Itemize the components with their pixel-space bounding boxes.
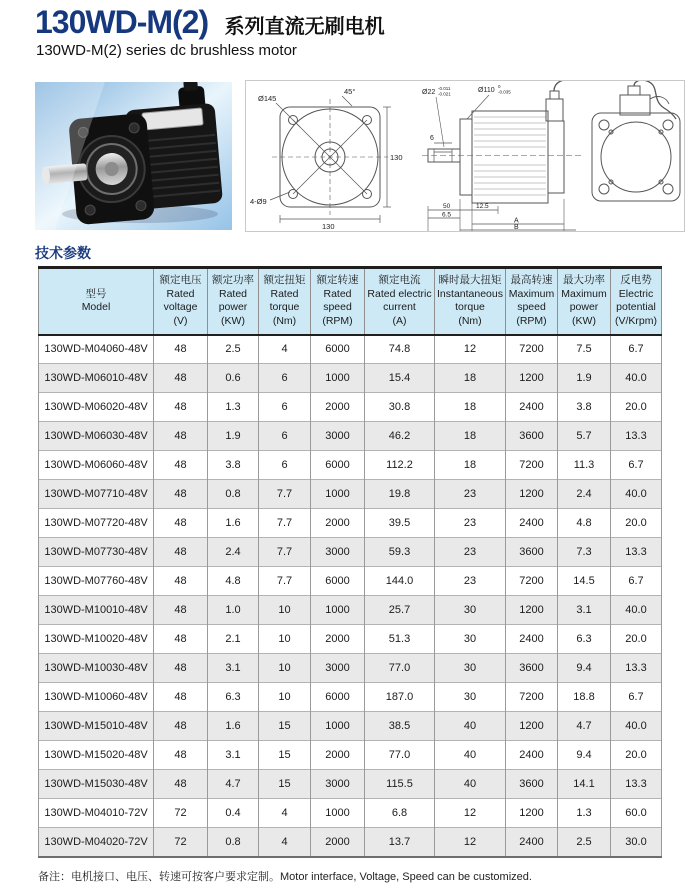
table-row — [39, 451, 662, 480]
value-cell: 4.7 — [208, 770, 259, 799]
value-cell: 1.9 — [558, 364, 611, 393]
value-cell: 59.3 — [365, 538, 435, 567]
section-title-technical-parameters: 技术参数 — [35, 245, 91, 261]
value-cell: 2.5 — [558, 828, 611, 857]
dim-label-pilot-tol-bottom: -0.035 — [498, 89, 511, 95]
value-cell: 1000 — [311, 596, 365, 625]
product-photo — [35, 82, 232, 230]
value-cell: 18.8 — [558, 683, 611, 712]
value-cell: 40.0 — [611, 364, 662, 393]
model-cell: 130WD-M10030-48V — [39, 654, 154, 683]
value-cell: 25.7 — [365, 596, 435, 625]
value-cell: 2000 — [311, 393, 365, 422]
value-cell: 19.8 — [365, 480, 435, 509]
value-cell: 48 — [154, 538, 208, 567]
value-cell: 10 — [259, 625, 311, 654]
series-title-chinese: 系列直流无刷电机 — [224, 16, 385, 38]
value-cell: 3600 — [506, 770, 558, 799]
value-cell: 48 — [154, 509, 208, 538]
value-cell: 1200 — [506, 480, 558, 509]
model-cell: 130WD-M06030-48V — [39, 422, 154, 451]
model-cell: 130WD-M04010-72V — [39, 799, 154, 828]
dim-label-pilot-length: 12.5 — [476, 203, 489, 210]
value-cell: 1200 — [506, 799, 558, 828]
value-cell: 10 — [259, 654, 311, 683]
value-cell: 4 — [259, 799, 311, 828]
series-subtitle-english: 130WD-M(2) series dc brushless motor — [36, 42, 297, 59]
value-cell: 20.0 — [611, 393, 662, 422]
value-cell: 3000 — [311, 654, 365, 683]
column-header: 额定电流 Rated electric current (A) — [365, 268, 435, 335]
value-cell: 4.8 — [208, 567, 259, 596]
table-row — [39, 741, 662, 770]
value-cell: 48 — [154, 422, 208, 451]
model-cell: 130WD-M07710-48V — [39, 480, 154, 509]
value-cell: 1.3 — [558, 799, 611, 828]
value-cell: 46.2 — [365, 422, 435, 451]
value-cell: 20.0 — [611, 625, 662, 654]
value-cell: 6000 — [311, 683, 365, 712]
value-cell: 10 — [259, 683, 311, 712]
dimension-drawing — [246, 81, 684, 231]
value-cell: 2.1 — [208, 625, 259, 654]
value-cell: 7.5 — [558, 335, 611, 364]
table-row — [39, 625, 662, 654]
value-cell: 7.7 — [259, 567, 311, 596]
model-cell: 130WD-M10010-48V — [39, 596, 154, 625]
dim-label-flange-thickness: 6.5 — [442, 211, 452, 219]
value-cell: 12 — [435, 828, 506, 857]
value-cell: 18 — [435, 451, 506, 480]
value-cell: 72 — [154, 799, 208, 828]
model-cell: 130WD-M07730-48V — [39, 538, 154, 567]
value-cell: 6.3 — [208, 683, 259, 712]
value-cell: 1.0 — [208, 596, 259, 625]
value-cell: 3.1 — [208, 741, 259, 770]
value-cell: 40.0 — [611, 596, 662, 625]
column-header: 最高转速 Maximum speed (RPM) — [506, 268, 558, 335]
dim-label-front-diameter: Ø145 — [258, 94, 277, 103]
value-cell: 9.4 — [558, 654, 611, 683]
value-cell: 48 — [154, 567, 208, 596]
value-cell: 60.0 — [611, 799, 662, 828]
value-cell: 48 — [154, 741, 208, 770]
dim-label-length-a: A — [514, 217, 519, 225]
value-cell: 23 — [435, 509, 506, 538]
value-cell: 1200 — [506, 364, 558, 393]
value-cell: 13.3 — [611, 654, 662, 683]
value-cell: 6.8 — [365, 799, 435, 828]
table-row — [39, 712, 662, 741]
dim-label-front-angle: 45° — [344, 87, 356, 96]
value-cell: 3600 — [506, 422, 558, 451]
value-cell: 3000 — [311, 422, 365, 451]
value-cell: 3000 — [311, 538, 365, 567]
value-cell: 14.1 — [558, 770, 611, 799]
value-cell: 3.8 — [558, 393, 611, 422]
table-row — [39, 480, 662, 509]
table-row — [39, 335, 662, 364]
motor-photo-image — [35, 82, 232, 230]
value-cell: 48 — [154, 712, 208, 741]
value-cell: 6.7 — [611, 567, 662, 596]
value-cell: 23 — [435, 567, 506, 596]
value-cell: 1000 — [311, 480, 365, 509]
value-cell: 40 — [435, 712, 506, 741]
value-cell: 1200 — [506, 596, 558, 625]
value-cell: 2.4 — [558, 480, 611, 509]
value-cell: 13.7 — [365, 828, 435, 857]
value-cell: 48 — [154, 480, 208, 509]
value-cell: 2400 — [506, 828, 558, 857]
value-cell: 6 — [259, 422, 311, 451]
dim-label-key-width: 6 — [430, 135, 434, 142]
value-cell: 48 — [154, 335, 208, 364]
dim-label-front-height: 130 — [390, 153, 403, 162]
value-cell: 6 — [259, 393, 311, 422]
value-cell: 18 — [435, 364, 506, 393]
model-series-title: 130WD-M(2) — [35, 4, 209, 40]
value-cell: 12 — [435, 335, 506, 364]
value-cell: 40.0 — [611, 712, 662, 741]
value-cell: 48 — [154, 770, 208, 799]
table-row — [39, 538, 662, 567]
value-cell: 18 — [435, 393, 506, 422]
value-cell: 4.7 — [558, 712, 611, 741]
value-cell: 112.2 — [365, 451, 435, 480]
value-cell: 23 — [435, 538, 506, 567]
value-cell: 1.9 — [208, 422, 259, 451]
value-cell: 7.7 — [259, 538, 311, 567]
value-cell: 4 — [259, 335, 311, 364]
value-cell: 72 — [154, 828, 208, 857]
model-cell: 130WD-M07720-48V — [39, 509, 154, 538]
value-cell: 40 — [435, 770, 506, 799]
value-cell: 40.0 — [611, 480, 662, 509]
value-cell: 6.7 — [611, 451, 662, 480]
value-cell: 48 — [154, 625, 208, 654]
dim-label-shaft-diameter: Ø22 — [422, 89, 436, 96]
value-cell: 18 — [435, 422, 506, 451]
value-cell: 48 — [154, 683, 208, 712]
value-cell: 0.4 — [208, 799, 259, 828]
value-cell: 30 — [435, 654, 506, 683]
table-row — [39, 393, 662, 422]
value-cell: 4.8 — [558, 509, 611, 538]
value-cell: 12 — [435, 799, 506, 828]
value-cell: 77.0 — [365, 741, 435, 770]
dim-label-shaft-length: 50 — [443, 203, 451, 210]
value-cell: 13.3 — [611, 770, 662, 799]
model-cell: 130WD-M04020-72V — [39, 828, 154, 857]
value-cell: 7.3 — [558, 538, 611, 567]
value-cell: 2000 — [311, 741, 365, 770]
value-cell: 3000 — [311, 770, 365, 799]
value-cell: 2000 — [311, 625, 365, 654]
model-cell: 130WD-M15030-48V — [39, 770, 154, 799]
value-cell: 15 — [259, 741, 311, 770]
model-cell: 130WD-M04060-48V — [39, 335, 154, 364]
value-cell: 77.0 — [365, 654, 435, 683]
value-cell: 1.3 — [208, 393, 259, 422]
value-cell: 2.4 — [208, 538, 259, 567]
column-header: 型号 Model — [39, 268, 154, 335]
value-cell: 0.8 — [208, 828, 259, 857]
value-cell: 5.7 — [558, 422, 611, 451]
value-cell: 15.4 — [365, 364, 435, 393]
value-cell: 6000 — [311, 335, 365, 364]
value-cell: 6 — [259, 451, 311, 480]
column-header: 最大功率 Maximum power (KW) — [558, 268, 611, 335]
value-cell: 1.6 — [208, 509, 259, 538]
table-row — [39, 828, 662, 857]
value-cell: 30.0 — [611, 828, 662, 857]
value-cell: 3600 — [506, 538, 558, 567]
value-cell: 23 — [435, 480, 506, 509]
value-cell: 7200 — [506, 567, 558, 596]
value-cell: 30 — [435, 625, 506, 654]
value-cell: 1000 — [311, 712, 365, 741]
value-cell: 115.5 — [365, 770, 435, 799]
value-cell: 7.7 — [259, 480, 311, 509]
model-cell: 130WD-M06060-48V — [39, 451, 154, 480]
model-cell: 130WD-M06020-48V — [39, 393, 154, 422]
value-cell: 2000 — [311, 509, 365, 538]
model-cell: 130WD-M06010-48V — [39, 364, 154, 393]
value-cell: 7200 — [506, 451, 558, 480]
value-cell: 4 — [259, 828, 311, 857]
value-cell: 144.0 — [365, 567, 435, 596]
value-cell: 2400 — [506, 509, 558, 538]
spec-table — [38, 266, 662, 858]
value-cell: 48 — [154, 393, 208, 422]
value-cell: 11.3 — [558, 451, 611, 480]
table-row — [39, 799, 662, 828]
value-cell: 38.5 — [365, 712, 435, 741]
model-cell: 130WD-M15020-48V — [39, 741, 154, 770]
table-row — [39, 654, 662, 683]
table-row — [39, 567, 662, 596]
value-cell: 48 — [154, 596, 208, 625]
value-cell: 3.1 — [558, 596, 611, 625]
value-cell: 7200 — [506, 683, 558, 712]
dim-label-shaft-tol-top: -0.011 — [438, 86, 451, 91]
column-header: 额定电压 Rated voltage (V) — [154, 268, 208, 335]
value-cell: 6.3 — [558, 625, 611, 654]
table-row — [39, 770, 662, 799]
model-cell: 130WD-M07760-48V — [39, 567, 154, 596]
value-cell: 6 — [259, 364, 311, 393]
value-cell: 30.8 — [365, 393, 435, 422]
value-cell: 40 — [435, 741, 506, 770]
value-cell: 7200 — [506, 335, 558, 364]
value-cell: 48 — [154, 364, 208, 393]
value-cell: 1200 — [506, 712, 558, 741]
value-cell: 6000 — [311, 451, 365, 480]
value-cell: 3600 — [506, 654, 558, 683]
column-header: 额定转速 Rated speed (RPM) — [311, 268, 365, 335]
value-cell: 187.0 — [365, 683, 435, 712]
value-cell: 14.5 — [558, 567, 611, 596]
value-cell: 7.7 — [259, 509, 311, 538]
value-cell: 74.8 — [365, 335, 435, 364]
value-cell: 20.0 — [611, 509, 662, 538]
dimension-drawing-panel — [245, 80, 685, 232]
table-row — [39, 364, 662, 393]
value-cell: 0.8 — [208, 480, 259, 509]
value-cell: 6000 — [311, 567, 365, 596]
value-cell: 20.0 — [611, 741, 662, 770]
value-cell: 9.4 — [558, 741, 611, 770]
table-row — [39, 683, 662, 712]
dim-label-front-width: 130 — [322, 222, 335, 231]
table-header-row — [39, 268, 662, 335]
value-cell: 10 — [259, 596, 311, 625]
dim-label-length-b: B — [514, 224, 519, 231]
value-cell: 3.1 — [208, 654, 259, 683]
value-cell: 1.6 — [208, 712, 259, 741]
value-cell: 48 — [154, 451, 208, 480]
value-cell: 0.6 — [208, 364, 259, 393]
value-cell: 2.5 — [208, 335, 259, 364]
value-cell: 2000 — [311, 828, 365, 857]
table-row — [39, 422, 662, 451]
table-body — [39, 335, 662, 857]
page-title — [35, 4, 385, 41]
value-cell: 30 — [435, 596, 506, 625]
column-header: 瞬时最大扭矩 Instantaneous torque (Nm) — [435, 268, 506, 335]
value-cell: 2400 — [506, 741, 558, 770]
value-cell: 15 — [259, 770, 311, 799]
column-header: 反电势 Electric potential (V/Krpm) — [611, 268, 662, 335]
model-cell: 130WD-M10020-48V — [39, 625, 154, 654]
value-cell: 48 — [154, 654, 208, 683]
value-cell: 30 — [435, 683, 506, 712]
dim-label-shaft-tol-bottom: -0.021 — [438, 91, 451, 97]
value-cell: 15 — [259, 712, 311, 741]
value-cell: 13.3 — [611, 538, 662, 567]
model-cell: 130WD-M10060-48V — [39, 683, 154, 712]
value-cell: 1000 — [311, 364, 365, 393]
value-cell: 3.8 — [208, 451, 259, 480]
column-header: 额定扭矩 Rated torque (Nm) — [259, 268, 311, 335]
column-header: 额定功率 Rated power (KW) — [208, 268, 259, 335]
model-cell: 130WD-M15010-48V — [39, 712, 154, 741]
value-cell: 39.5 — [365, 509, 435, 538]
table-row — [39, 509, 662, 538]
dim-label-pilot-diameter: Ø110 — [478, 87, 495, 94]
dim-label-pilot-tol-top: 0 — [498, 84, 501, 89]
value-cell: 2400 — [506, 393, 558, 422]
value-cell: 51.3 — [365, 625, 435, 654]
value-cell: 1000 — [311, 799, 365, 828]
footnote: 备注：电机接口、电压、转速可按客户要求定制。Motor interface, Voltage, Speed can be customized. — [38, 871, 532, 883]
table-row — [39, 596, 662, 625]
dim-label-front-holes: 4-Ø9 — [250, 197, 267, 206]
value-cell: 6.7 — [611, 683, 662, 712]
value-cell: 13.3 — [611, 422, 662, 451]
value-cell: 6.7 — [611, 335, 662, 364]
value-cell: 2400 — [506, 625, 558, 654]
